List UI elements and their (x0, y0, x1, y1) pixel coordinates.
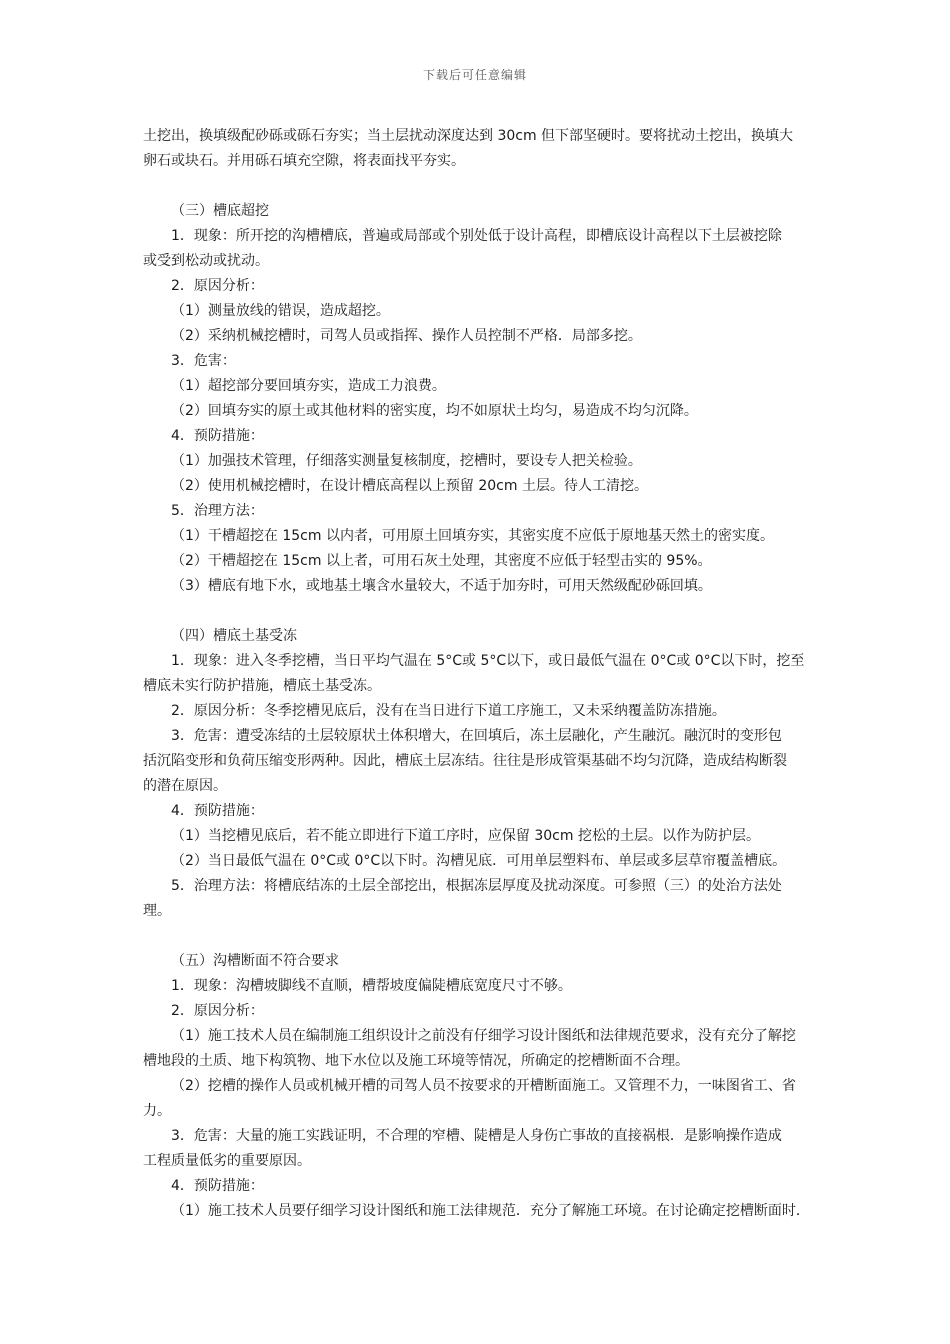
text-line: 3．危害：大量的施工实践证明，不合理的窄槽、陡槽是人身伤亡事故的直接祸根．是影响操作造成 (171, 1128, 782, 1144)
text-line: （1）超挖部分要回填夯实，造成工力浪费。 (171, 378, 446, 394)
text-line: （1）干槽超挖在 15cm 以内者，可用原土回填夯实，其密实度不应低于原地基天然土的密实度。 (171, 528, 774, 544)
text-line: 4．预防措施： (171, 803, 264, 819)
text-line: （四）槽底土基受冻 (171, 628, 297, 644)
text-line: 3．危害： (171, 353, 236, 369)
text-line: （2）采纳机械挖槽时，司驾人员或指挥、操作人员控制不严格．局部多挖。 (171, 328, 642, 344)
text-line: （2）回填夯实的原土或其他材料的密实度，均不如原状土均匀，易造成不均匀沉降。 (171, 403, 698, 419)
text-line: 或受到松动或扰动。 (143, 253, 269, 269)
text-line: 槽地段的土质、地下构筑物、地下水位以及施工环境等情况，所确定的挖槽断面不合理。 (143, 1053, 689, 1069)
text-line: 5．治理方法： (171, 503, 264, 519)
text-line: 5．治理方法：将槽底结冻的土层全部挖出，根据冻层厚度及扰动深度。可参照（三）的处治方法处 (171, 878, 782, 894)
text-line: （1）施工技术人员要仔细学习设计图纸和施工法律规范．充分了解施工环境。在讨论确定挖槽断面时． (171, 1203, 810, 1219)
text-line: 力。 (143, 1103, 171, 1119)
text-line: （1）加强技术管理，仔细落实测量复核制度，挖槽时，要设专人把关检验。 (171, 453, 642, 469)
text-line: （三）槽底超挖 (171, 203, 269, 219)
text-line: 3．危害：遭受冻结的土层较原状土体积增大，在回填后，冻土层融化，产生融沉。融沉时的变形包 (171, 728, 782, 744)
text-line: （2）挖槽的操作人员或机械开槽的司驾人员不按要求的开槽断面施工。又管理不力，一味图省工、省 (171, 1078, 796, 1094)
text-line: 2．原因分析： (171, 1003, 264, 1019)
page-header: 下载后可任意编辑 (422, 68, 527, 82)
text-line: （2）当日最低气温在 0°C或 0°C以下时。沟槽见底．可用单层塑料布、单层或多层草帘覆盖槽底。 (171, 853, 787, 869)
text-line: （1）测量放线的错误，造成超挖。 (171, 303, 390, 319)
paragraph-gap (143, 174, 811, 199)
text-line: （2）使用机械挖槽时，在设计槽底高程以上预留 20cm 土层。待人工清挖。 (171, 478, 648, 494)
text-line: 4．预防措施： (171, 1178, 264, 1194)
text-line: 4．预防措施： (171, 428, 264, 444)
text-line: 1．现象：进入冬季挖槽，当日平均气温在 5°C或 5°C以下，或日最低气温在 0°C或 0°C以下时，挖至 (171, 653, 805, 669)
text-line: 的潜在原因。 (143, 778, 227, 794)
text-line: （1）施工技术人员在编制施工组织设计之前没有仔细学习设计图纸和法律规范要求，没有充分了解挖 (171, 1028, 796, 1044)
text-line: 土挖出，换填级配砂砾或砾石夯实；当土层扰动深度达到 30cm 但下部坚硬时。要将扰动土挖出，换填大 (143, 128, 794, 144)
text-line: 1．现象：所开挖的沟槽槽底，普遍或局部或个别处低于设计高程，即槽底设计高程以下土层被挖除 (171, 228, 782, 244)
text-line: 2．原因分析： (171, 278, 264, 294)
text-line: （2）干槽超挖在 15cm 以上者，可用石灰土处理，其密度不应低于轻型击实的 95%。 (171, 553, 712, 569)
text-line: （五）沟槽断面不符合要求 (171, 953, 339, 969)
paragraph-gap (143, 924, 811, 949)
text-line: 1．现象：沟槽坡脚线不直顺，槽帮坡度偏陡槽底宽度尺寸不够。 (171, 978, 572, 994)
text-line: 2．原因分析：冬季挖槽见底后，没有在当日进行下道工序施工，又未采纳覆盖防冻措施。 (171, 703, 726, 719)
paragraph-gap (143, 599, 811, 624)
text-line: （1）当挖槽见底后，若不能立即进行下道工序时，应保留 30cm 挖松的土层。以作为防护层。 (171, 828, 760, 844)
text-line: 卵石或块石。并用砾石填充空隙，将表面找平夯实。 (143, 153, 465, 169)
text-line: 槽底未实行防护措施，槽底土基受冻。 (143, 678, 381, 694)
text-line: （3）槽底有地下水，或地基土壤含水量较大，不适于加夯时，可用天然级配砂砾回填。 (171, 578, 712, 594)
text-line: 括沉陷变形和负荷压缩变形两种。因此，槽底土层冻结。往往是形成管渠基础不均匀沉降，造成结构断裂 (143, 753, 787, 769)
document-body (143, 124, 811, 1224)
text-line: 工程质量低劣的重要原因。 (143, 1153, 311, 1169)
text-line: 理。 (143, 903, 171, 919)
